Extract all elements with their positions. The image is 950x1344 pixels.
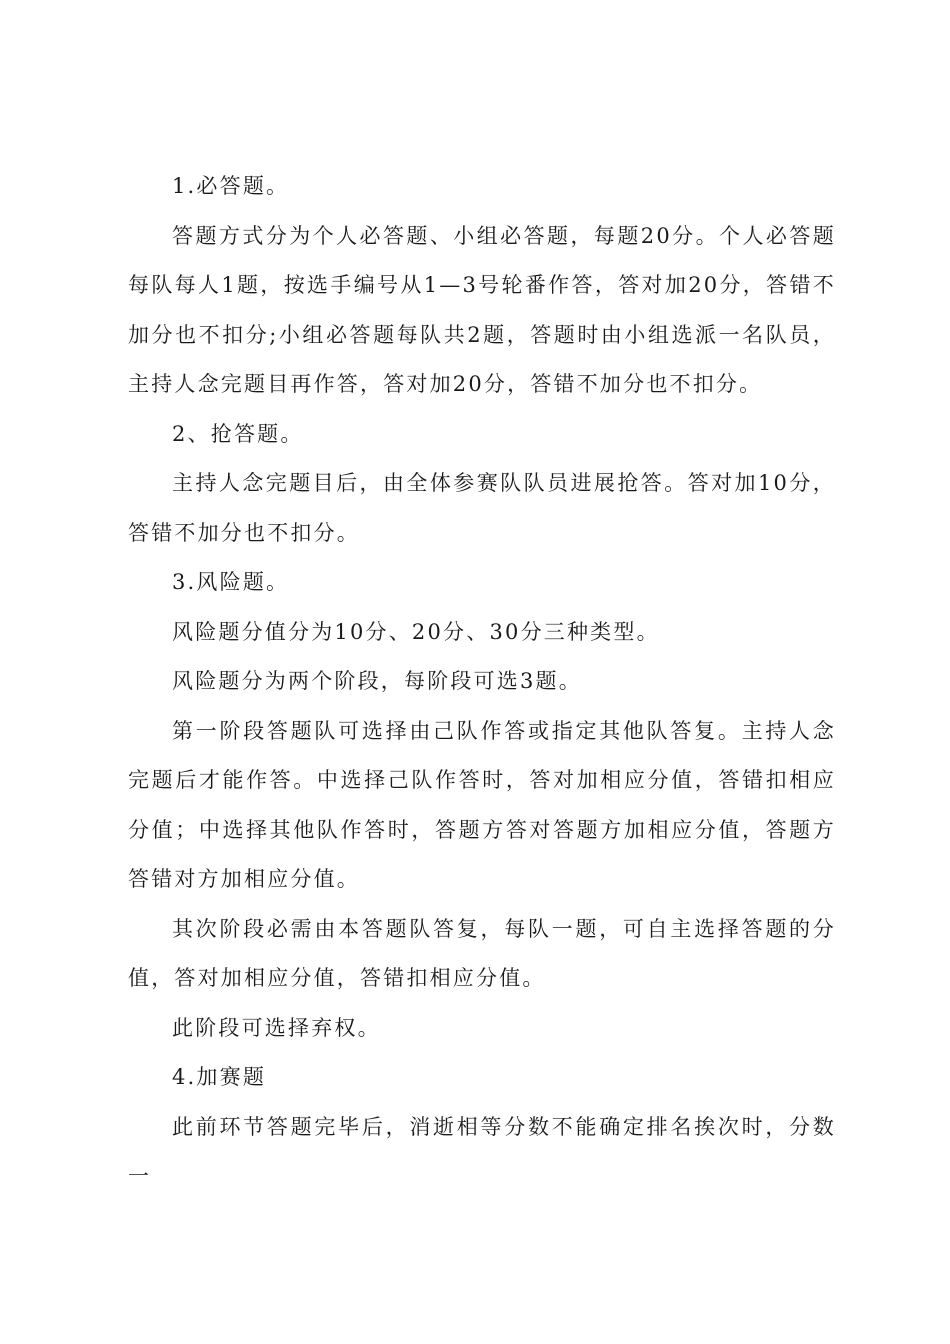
heading-risk-questions: 3.风险题。 (172, 570, 290, 594)
heading-tiebreaker: 4.加赛题 (172, 1065, 267, 1089)
paragraph-risk-stages: 风险题分为两个阶段，每阶段可选3题。 (172, 669, 582, 693)
heading-buzzer-questions: 2、抢答题。 (172, 421, 304, 446)
paragraph-stage-two: 其次阶段必需由本答题队答复，每队一题，可自主选择答题的分值，答对加相应分值，答错扣相应分值。 (128, 916, 836, 990)
paragraph-waiver: 此阶段可选择弃权。 (172, 1015, 381, 1040)
heading-required-questions: 1.必答题。 (172, 174, 290, 198)
paragraph-buzzer-rules: 主持人念完题目后，由全体参赛队队员进展抢答。答对加10分，答错不加分也不扣分。 (128, 471, 836, 545)
paragraph-stage-one: 第一阶段答题队可选择由己队作答或指定其他队答复。主持人念完题后才能作答。中选择己队作答时，答对加相应分值，答错扣相应分值；中选择其他队作答时，答题方答对答题方加相应分值，答题方答错对方加相应分值。 (128, 718, 836, 891)
document-body (128, 162, 836, 1202)
paragraph-risk-values: 风险题分值分为10分、20分、30分三种类型。 (172, 619, 660, 644)
paragraph-required-rules: 答题方式分为个人必答题、小组必答题，每题20分。个人必答题每队每人1题，按选手编号从1—3号轮番作答，答对加20分，答错不加分也不扣分;小组必答题每队共2题，答题时由小组选派一名队员，主持人念完题目再作答，答对加20分，答错不加分也不扣分。 (128, 223, 836, 396)
paragraph-tiebreaker-rules: 此前环节答题完毕后，消逝相等分数不能确定排名挨次时，分数一 (128, 1114, 836, 1188)
